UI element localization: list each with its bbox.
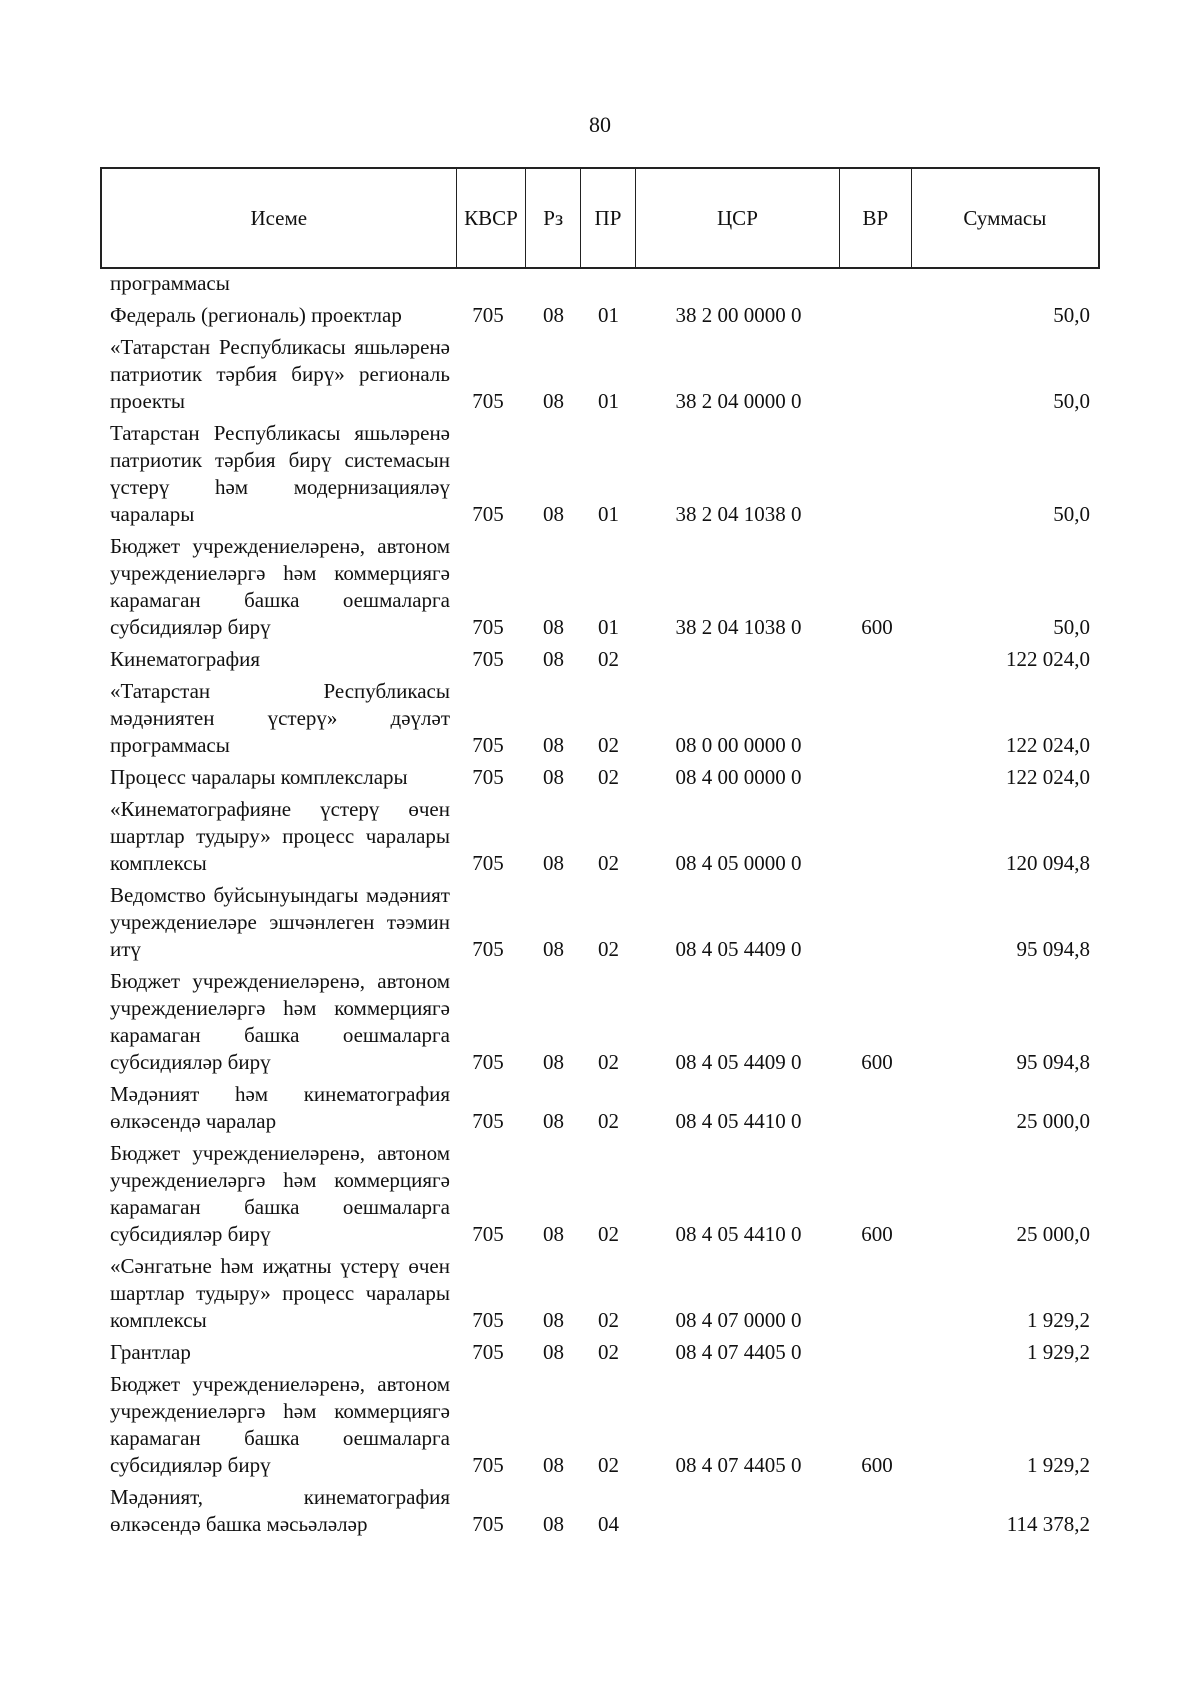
header-sum: Суммасы [963, 205, 1047, 230]
cell-kvsr: 705 [472, 1340, 504, 1364]
cell-name: «Татарстан Республикасы яшьләренә патриотик тәрбия бирү» региональ проекты [110, 335, 450, 413]
header-pr: ПР [581, 169, 636, 267]
cell-sum: 25 000,0 [1016, 1222, 1090, 1246]
cell-name: «Сәнгатьне һәм иҗатны үстерү өчен шартлар тудыру» процесс чаралары комплексы [110, 1254, 450, 1332]
table-row [100, 796, 1100, 877]
cell-csr: 38 2 04 1038 0 [675, 502, 802, 526]
cell-rz: 08 [543, 615, 564, 639]
cell-kvsr: 705 [472, 1109, 504, 1133]
cell-csr: 08 4 05 4409 0 [675, 937, 802, 961]
header-csr: ЦСР [636, 169, 840, 267]
cell-name: «Татарстан Республикасы мәдәниятен үстерү» дәүләт программасы [110, 679, 450, 757]
cell-rz: 08 [543, 502, 564, 526]
cell-sum: 50,0 [1053, 389, 1090, 413]
cell-rz: 08 [543, 733, 564, 757]
cell-name: «Кинематографияне үстерү өчен шартлар тудыру» процесс чаралары комплексы [110, 797, 450, 875]
cell-csr: 08 4 05 4410 0 [675, 1109, 802, 1133]
cell-rz: 08 [543, 389, 564, 413]
cell-kvsr: 705 [472, 389, 504, 413]
cell-sum: 95 094,8 [1016, 1050, 1090, 1074]
cell-rz: 08 [543, 1453, 564, 1477]
cell-sum: 1 929,2 [1027, 1340, 1090, 1364]
cell-rz: 08 [543, 1109, 564, 1133]
cell-kvsr: 705 [472, 1453, 504, 1477]
cell-name: программасы [110, 271, 230, 295]
page-number: 80 [589, 112, 611, 137]
cell-pr: 02 [598, 1109, 619, 1133]
cell-name: Бюджет учреждениеләренә, автоном учреждениеләргә һәм коммерциягә карамаган башка оешмаларга субсидияләр бирү [110, 1141, 450, 1246]
cell-name: Татарстан Республикасы яшьләренә патриотик тәрбия бирү системасын үстерү һәм модернизацияләү чаралары [110, 421, 450, 526]
cell-csr: 38 2 04 1038 0 [675, 615, 802, 639]
cell-rz: 08 [543, 1222, 564, 1246]
cell-name: Мәдәният, кинематография өлкәсендә башка мәсьәләләр [110, 1485, 450, 1536]
cell-kvsr: 705 [472, 733, 504, 757]
table-row [100, 533, 1100, 641]
cell-pr: 02 [598, 937, 619, 961]
cell-csr: 38 2 04 0000 0 [675, 389, 802, 413]
cell-rz: 08 [543, 1050, 564, 1074]
cell-csr: 08 4 07 4405 0 [675, 1340, 802, 1364]
cell-pr: 04 [598, 1512, 619, 1536]
cell-csr: 08 4 05 4410 0 [675, 1222, 802, 1246]
cell-kvsr: 705 [472, 1308, 504, 1332]
table-row [100, 678, 1100, 759]
cell-rz: 08 [543, 303, 564, 327]
cell-vr: 600 [861, 1050, 893, 1074]
cell-csr: 08 4 07 4405 0 [675, 1453, 802, 1477]
cell-name: Процесс чаралары комплекслары [110, 765, 408, 789]
cell-kvsr: 705 [472, 615, 504, 639]
cell-kvsr: 705 [472, 765, 504, 789]
cell-sum: 122 024,0 [1006, 647, 1090, 671]
cell-vr: 600 [861, 1453, 893, 1477]
header-vr: ВР [840, 169, 912, 267]
table-row [100, 968, 1100, 1076]
cell-csr: 08 4 05 4409 0 [675, 1050, 802, 1074]
cell-pr: 01 [598, 303, 619, 327]
table-row [100, 1339, 1100, 1366]
cell-sum: 1 929,2 [1027, 1308, 1090, 1332]
cell-pr: 02 [598, 647, 619, 671]
cell-sum: 114 378,2 [1006, 1512, 1090, 1536]
cell-sum: 122 024,0 [1006, 733, 1090, 757]
cell-pr: 01 [598, 389, 619, 413]
cell-pr: 02 [598, 1453, 619, 1477]
cell-sum: 50,0 [1053, 615, 1090, 639]
cell-rz: 08 [543, 647, 564, 671]
cell-kvsr: 705 [472, 1222, 504, 1246]
cell-csr: 08 4 05 0000 0 [675, 851, 802, 875]
cell-kvsr: 705 [472, 937, 504, 961]
cell-sum: 122 024,0 [1006, 765, 1090, 789]
table-header [100, 167, 1100, 269]
cell-name: Бюджет учреждениеләренә, автоном учреждениеләргә һәм коммерциягә карамаган башка оешмаларга субсидияләр бирү [110, 1372, 450, 1477]
table-row [100, 420, 1100, 528]
cell-kvsr: 705 [472, 1050, 504, 1074]
cell-rz: 08 [543, 1308, 564, 1332]
table-row [100, 302, 1100, 329]
cell-csr: 08 4 00 0000 0 [675, 765, 802, 789]
cell-kvsr: 705 [472, 851, 504, 875]
table-row [100, 1371, 1100, 1479]
cell-name: Грантлар [110, 1340, 191, 1364]
cell-vr: 600 [861, 1222, 893, 1246]
cell-sum: 50,0 [1053, 303, 1090, 327]
cell-sum: 50,0 [1053, 502, 1090, 526]
table-row [100, 1081, 1100, 1135]
table-row [100, 1484, 1100, 1538]
cell-vr: 600 [861, 615, 893, 639]
cell-kvsr: 705 [472, 1512, 504, 1536]
table-row [100, 270, 1100, 297]
cell-rz: 08 [543, 851, 564, 875]
cell-name: Федераль (региональ) проектлар [110, 303, 402, 327]
cell-pr: 01 [598, 615, 619, 639]
cell-rz: 08 [543, 1340, 564, 1364]
table-row [100, 1253, 1100, 1334]
cell-pr: 02 [598, 1050, 619, 1074]
cell-pr: 02 [598, 1222, 619, 1246]
header-rz: Рз [526, 169, 581, 267]
cell-name: Бюджет учреждениеләренә, автоном учреждениеләргә һәм коммерциягә карамаган башка оешмаларга субсидияләр бирү [110, 534, 450, 639]
cell-pr: 02 [598, 733, 619, 757]
cell-csr: 08 4 07 0000 0 [675, 1308, 802, 1332]
cell-rz: 08 [543, 937, 564, 961]
table-row [100, 1140, 1100, 1248]
cell-sum: 1 929,2 [1027, 1453, 1090, 1477]
cell-csr: 38 2 00 0000 0 [675, 303, 802, 327]
table-row [100, 334, 1100, 415]
cell-pr: 01 [598, 502, 619, 526]
cell-pr: 02 [598, 1308, 619, 1332]
cell-kvsr: 705 [472, 502, 504, 526]
cell-name: Кинематография [110, 647, 261, 671]
cell-rz: 08 [543, 1512, 564, 1536]
cell-name: Ведомство буйсынуындагы мәдәният учреждениеләре эшчәнлеген тәэмин итү [110, 883, 450, 961]
table-row [100, 764, 1100, 791]
cell-sum: 25 000,0 [1016, 1109, 1090, 1133]
cell-sum: 95 094,8 [1016, 937, 1090, 961]
cell-kvsr: 705 [472, 647, 504, 671]
header-name: Исеме [102, 169, 457, 267]
table-body [100, 270, 1100, 1538]
table-row [100, 882, 1100, 963]
table-row [100, 646, 1100, 673]
cell-pr: 02 [598, 851, 619, 875]
cell-pr: 02 [598, 765, 619, 789]
cell-pr: 02 [598, 1340, 619, 1364]
cell-name: Мәдәният һәм кинематография өлкәсендә чаралар [110, 1082, 450, 1133]
cell-csr: 08 0 00 0000 0 [675, 733, 802, 757]
cell-kvsr: 705 [472, 303, 504, 327]
cell-name: Бюджет учреждениеләренә, автоном учреждениеләргә һәм коммерциягә карамаган башка оешмаларга субсидияләр бирү [110, 969, 450, 1074]
cell-rz: 08 [543, 765, 564, 789]
header-kvsr: КВСР [457, 169, 527, 267]
cell-sum: 120 094,8 [1006, 851, 1090, 875]
